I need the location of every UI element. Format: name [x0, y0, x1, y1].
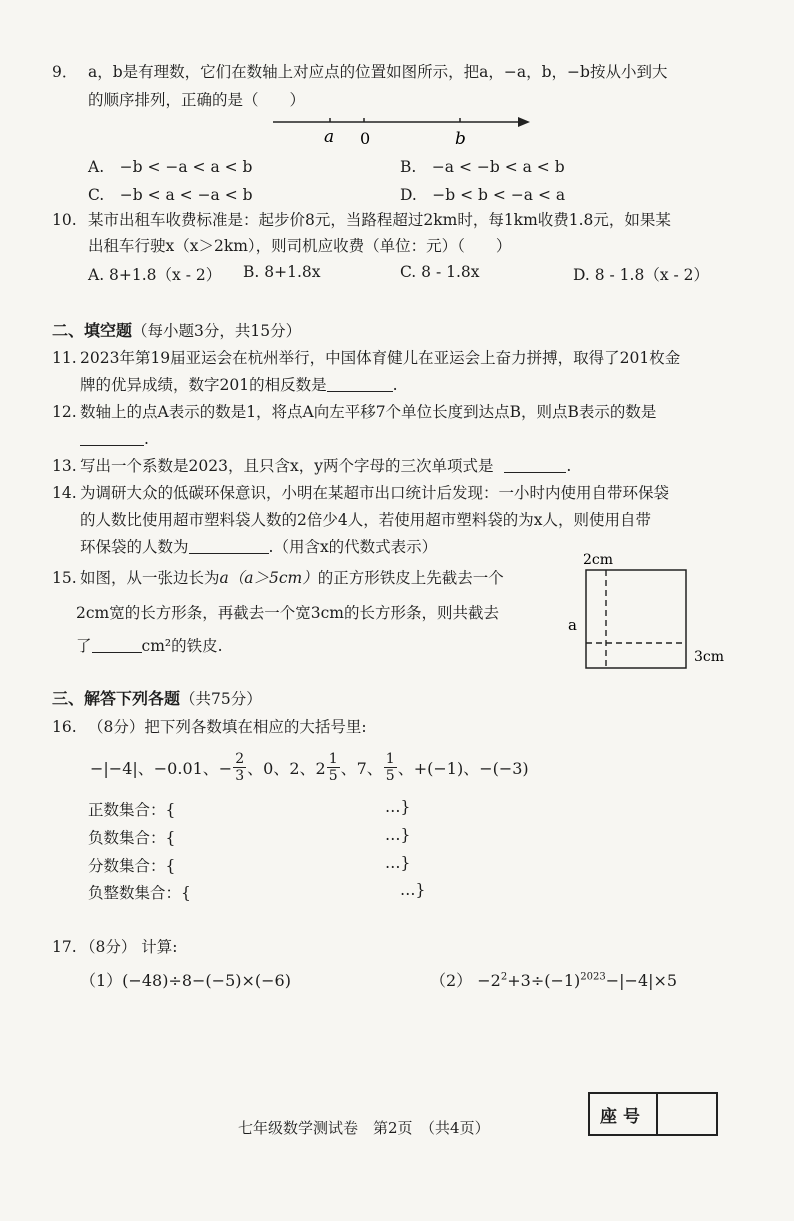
- q17-line1: （8分） 计算:: [80, 938, 178, 956]
- set-negative-end: …}: [385, 826, 411, 844]
- q12-number: 12.: [52, 403, 77, 421]
- q17-exp-2: 2: [500, 971, 508, 983]
- number-line-figure: [268, 108, 538, 148]
- q9-option-c: C. −b < a < −a < b: [88, 186, 253, 204]
- q11-period: .: [392, 376, 398, 394]
- q10-option-d: D. 8 - 1.8（x - 2）: [573, 266, 710, 284]
- q11-number: 11.: [52, 349, 77, 367]
- q15-math: a（a＞5cm）: [219, 569, 318, 587]
- q13-line1: [80, 456, 571, 476]
- q17-part2-c: −|−4|×5: [605, 971, 678, 990]
- q15-line3-end: cm²的铁皮.: [141, 637, 223, 655]
- q15-answer-blank[interactable]: [92, 637, 142, 653]
- q15-line1-end: 的正方形铁皮上先截去一个: [317, 569, 504, 587]
- q10-option-b: B. 8+1.8x: [243, 263, 321, 281]
- q17-number: 17.: [52, 938, 77, 956]
- q11-answer-blank[interactable]: [327, 376, 393, 392]
- q10-option-c: C. 8 - 1.8x: [400, 263, 480, 281]
- q17-part1: （1）(−48)÷8−(−5)×(−6): [80, 971, 291, 990]
- q16-number-list: [90, 748, 529, 786]
- q15-line2: 2cm宽的长方形条，再截去一个宽3cm的长方形条，则共截去: [76, 604, 499, 622]
- q14-answer-blank[interactable]: [189, 538, 269, 554]
- set-negative-integer[interactable]: 负整数集合：{: [88, 884, 191, 902]
- q13-number: 13.: [52, 457, 77, 475]
- seat-number-field[interactable]: [658, 1094, 716, 1134]
- section-2-heading: [52, 318, 301, 341]
- q9-line1: a，b是有理数，它们在数轴上对应点的位置如图所示，把a，−a，b，−b按从小到大: [88, 63, 668, 81]
- q17-exp-2023: 2023: [580, 971, 606, 983]
- q12-period: .: [144, 430, 149, 448]
- q14-line3-text: 环保袋的人数为: [80, 538, 189, 556]
- label-0: 0: [360, 129, 371, 148]
- q9-option-b: B. −a < −b < a < b: [400, 158, 565, 176]
- q17-part2-a: （2） −2: [430, 971, 501, 990]
- section-3-heading: [52, 686, 262, 709]
- figure-label-2cm: 2cm: [583, 552, 614, 568]
- q15-line1: [80, 568, 504, 588]
- fraction-one-fifth-mixed: $\frac{1}{5}$: [328, 750, 338, 784]
- figure-label-a: a: [568, 616, 577, 634]
- q11-line2: [80, 375, 398, 395]
- number-line-arrow: [518, 117, 530, 127]
- q10-number: 10.: [52, 211, 77, 229]
- q11-line1: 2023年第19届亚运会在杭州举行，中国体育健儿在亚运会上奋力拼搏，取得了201枚金: [80, 349, 681, 367]
- q15-line3: [76, 636, 223, 656]
- q15-line3-text: 了: [76, 637, 92, 655]
- set-fraction[interactable]: 分数集合：{: [88, 857, 176, 875]
- section-2-note: （每小题3分，共15分）: [132, 322, 302, 340]
- section-3-title: 三、解答下列各题: [52, 689, 181, 708]
- q14-line2: 的人数比使用超市塑料袋人数的2倍少4人，若使用超市塑料袋的为x人，则使用自带: [80, 511, 651, 529]
- q15-number: 15.: [52, 569, 77, 587]
- figure-label-3cm: 3cm: [694, 649, 725, 665]
- q16-line1: （8分）把下列各数填在相应的大括号里:: [88, 718, 367, 736]
- q15-line1-text: 如图，从一张边长为: [80, 569, 220, 587]
- section-2-title: 二、填空题: [52, 321, 133, 340]
- q12-answer-blank[interactable]: [80, 430, 144, 446]
- q13-period: .: [566, 457, 572, 475]
- q11-line2-text: 牌的优异成绩，数字201的相反数是: [80, 376, 327, 394]
- set-fraction-end: …}: [385, 854, 411, 872]
- fraction-two-thirds: $\frac{2}{3}$: [235, 750, 245, 784]
- set-positive[interactable]: 正数集合：{: [88, 801, 176, 819]
- square-figure: [566, 548, 726, 672]
- q12-line2: [80, 429, 149, 449]
- q12-line1: 数轴上的点A表示的数是1，将点A向左平移7个单位长度到达点B，则点B表示的数是: [80, 403, 657, 421]
- q10-line2: 出租车行驶x（x＞2km），则司机应收费（单位：元）（ ）: [88, 237, 512, 255]
- section-3-note: （共75分）: [180, 690, 262, 708]
- q14-line3-end: .（用含x的代数式表示）: [268, 538, 438, 556]
- seat-number-box: [588, 1092, 718, 1136]
- q17-part2-b: +3÷(−1): [507, 971, 581, 990]
- q10-line1: 某市出租车收费标准是：起步价8元，当路程超过2km时，每1km收费1.8元，如果某: [88, 211, 671, 229]
- q13-text: 写出一个系数是2023，且只含x，y两个字母的三次单项式是: [80, 457, 494, 475]
- q16-numbers-part2: 、0、2、2: [247, 758, 326, 778]
- set-negative-integer-end: …}: [400, 881, 426, 899]
- fraction-one-fifth: $\frac{1}{5}$: [385, 750, 395, 784]
- q9-option-a: A. −b < −a < a < b: [88, 158, 253, 176]
- q16-numbers-part4: 、+(−1)、−(−3): [397, 758, 529, 778]
- q14-line1: 为调研大众的低碳环保意识，小明在某超市出口统计后发现：一小时内使用自带环保袋: [80, 484, 670, 502]
- q16-numbers-part3: 、7、: [340, 758, 383, 778]
- label-a: a: [324, 127, 335, 147]
- q10-option-a: A. 8+1.8（x - 2）: [88, 266, 222, 284]
- q9-number: 9．: [52, 63, 78, 81]
- q9-option-d: D. −b < b < −a < a: [400, 186, 566, 204]
- set-negative[interactable]: 负数集合：{: [88, 829, 176, 847]
- label-b: b: [455, 129, 466, 148]
- q14-number: 14.: [52, 484, 77, 502]
- square-outline: [586, 570, 686, 668]
- page-footer: 七年级数学测试卷 第2页 （共4页）: [238, 1119, 490, 1137]
- q9-line2: 的顺序排列，正确的是（ ）: [88, 91, 306, 109]
- q14-line3: [80, 537, 437, 557]
- set-positive-end: …}: [385, 798, 411, 816]
- seat-label: 座号: [590, 1094, 658, 1134]
- q17-part2: [430, 968, 677, 991]
- q16-number: 16.: [52, 718, 77, 736]
- q16-numbers-part1: −|−4|、−0.01、−: [90, 758, 233, 778]
- q13-answer-blank[interactable]: [504, 457, 566, 473]
